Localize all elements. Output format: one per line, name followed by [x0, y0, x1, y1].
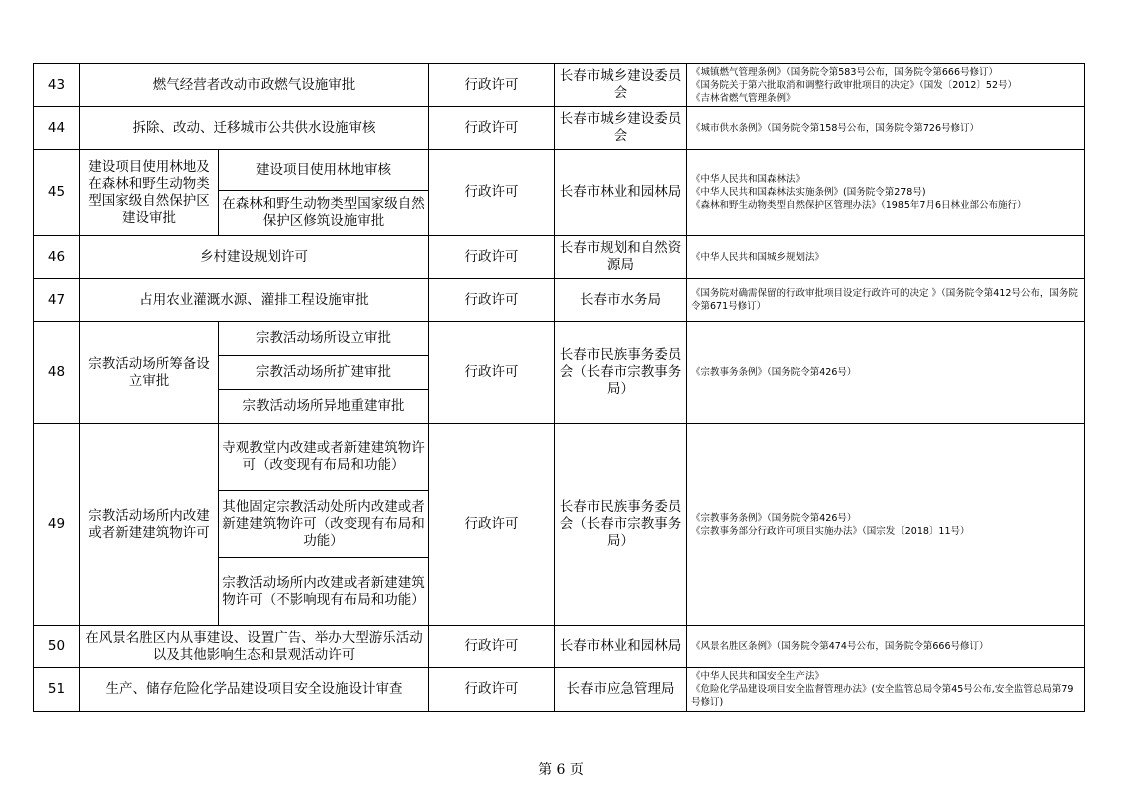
item-type: 行政许可 [429, 424, 555, 626]
legal-basis: 《中华人民共和国城乡规划法》 [687, 236, 1085, 279]
item-name: 生产、储存危险化学品建设项目安全设施设计审查 [80, 668, 429, 712]
item-department: 长春市城乡建设委员会 [555, 107, 687, 150]
item-department: 长春市民族事务委员会（长春市宗教事务局） [555, 424, 687, 626]
legal-basis: 《中华人民共和国安全生产法》 《危险化学品建设项目安全监督管理办法》(安全监管总局令第45号公布,安全监管总局第79号修订) [687, 668, 1085, 712]
sub-item: 建设项目使用林地审核 [219, 150, 429, 191]
legal-basis: 《城市供水条例》（国务院令第158号公布，国务院令第726号修订） [687, 107, 1085, 150]
item-number: 45 [34, 150, 80, 236]
sub-item: 宗教活动场所设立审批 [219, 322, 429, 356]
item-name: 宗教活动场所筹备设立审批 [80, 322, 219, 424]
item-type: 行政许可 [429, 150, 555, 236]
item-number: 46 [34, 236, 80, 279]
item-name: 建设项目使用林地及在森林和野生动物类型国家级自然保护区建设审批 [80, 150, 219, 236]
item-name: 宗教活动场所内改建或者新建建筑物许可 [80, 424, 219, 626]
item-number: 51 [34, 668, 80, 712]
legal-basis: 《宗教事务条例》（国务院令第426号） [687, 322, 1085, 424]
table-row [34, 626, 1085, 668]
sub-item: 在森林和野生动物类型国家级自然保护区修筑设施审批 [219, 191, 429, 236]
item-number: 44 [34, 107, 80, 150]
item-type: 行政许可 [429, 236, 555, 279]
legal-basis: 《风景名胜区条例》（国务院令第474号公布，国务院令第666号修订） [687, 626, 1085, 668]
item-department: 长春市规划和自然资源局 [555, 236, 687, 279]
legal-basis: 《国务院对确需保留的行政审批项目设定行政许可的决定 》（国务院令第412号公布，国务院令第671号修订） [687, 279, 1085, 322]
page-number: 第 6 页 [538, 762, 584, 778]
table-row [34, 107, 1085, 150]
license-table [33, 63, 1085, 712]
item-type: 行政许可 [429, 279, 555, 322]
item-number: 49 [34, 424, 80, 626]
item-name: 拆除、改动、迁移城市公共供水设施审核 [80, 107, 429, 150]
item-department: 长春市林业和园林局 [555, 150, 687, 236]
sub-item: 宗教活动场所扩建审批 [219, 356, 429, 390]
table-row [34, 150, 1085, 191]
sub-item: 宗教活动场所异地重建审批 [219, 390, 429, 424]
item-type: 行政许可 [429, 64, 555, 107]
table-row [34, 64, 1085, 107]
item-number: 48 [34, 322, 80, 424]
sub-item: 其他固定宗教活动处所内改建或者新建建筑物许可（改变现有布局和功能） [219, 491, 429, 558]
item-type: 行政许可 [429, 668, 555, 712]
item-department: 长春市民族事务委员会（长春市宗教事务局） [555, 322, 687, 424]
item-type: 行政许可 [429, 107, 555, 150]
item-number: 50 [34, 626, 80, 668]
item-name: 占用农业灌溉水源、灌排工程设施审批 [80, 279, 429, 322]
item-department: 长春市林业和园林局 [555, 626, 687, 668]
item-type: 行政许可 [429, 626, 555, 668]
item-department: 长春市城乡建设委员会 [555, 64, 687, 107]
table-row [34, 424, 1085, 491]
legal-basis: 《宗教事务条例》（国务院令第426号） 《宗教事务部分行政许可项目实施办法》（国宗发〔2018〕11号） [687, 424, 1085, 626]
item-name: 乡村建设规划许可 [80, 236, 429, 279]
item-name: 在风景名胜区内从事建设、设置广告、举办大型游乐活动以及其他影响生态和景观活动许可 [80, 626, 429, 668]
table-row [34, 668, 1085, 712]
legal-basis: 《城镇燃气管理条例》（国务院令第583号公布，国务院令第666号修订） 《国务院关于第六批取消和调整行政审批项目的决定》（国发〔2012〕52号） 《吉林省燃气管理条例》 [687, 64, 1085, 107]
sub-item: 寺观教堂内改建或者新建建筑物许可（改变现有布局和功能） [219, 424, 429, 491]
table-row [34, 236, 1085, 279]
legal-basis: 《中华人民共和国森林法》 《中华人民共和国森林法实施条例》(国务院令第278号) 《森林和野生动物类型自然保护区管理办法》（1985年7月6日林业部公布施行） [687, 150, 1085, 236]
item-number: 47 [34, 279, 80, 322]
sub-item: 宗教活动场所内改建或者新建建筑物许可（不影响现有布局和功能） [219, 558, 429, 626]
item-name: 燃气经营者改动市政燃气设施审批 [80, 64, 429, 107]
item-department: 长春市水务局 [555, 279, 687, 322]
item-type: 行政许可 [429, 322, 555, 424]
table-row [34, 322, 1085, 356]
item-department: 长春市应急管理局 [555, 668, 687, 712]
item-number: 43 [34, 64, 80, 107]
table-row [34, 279, 1085, 322]
